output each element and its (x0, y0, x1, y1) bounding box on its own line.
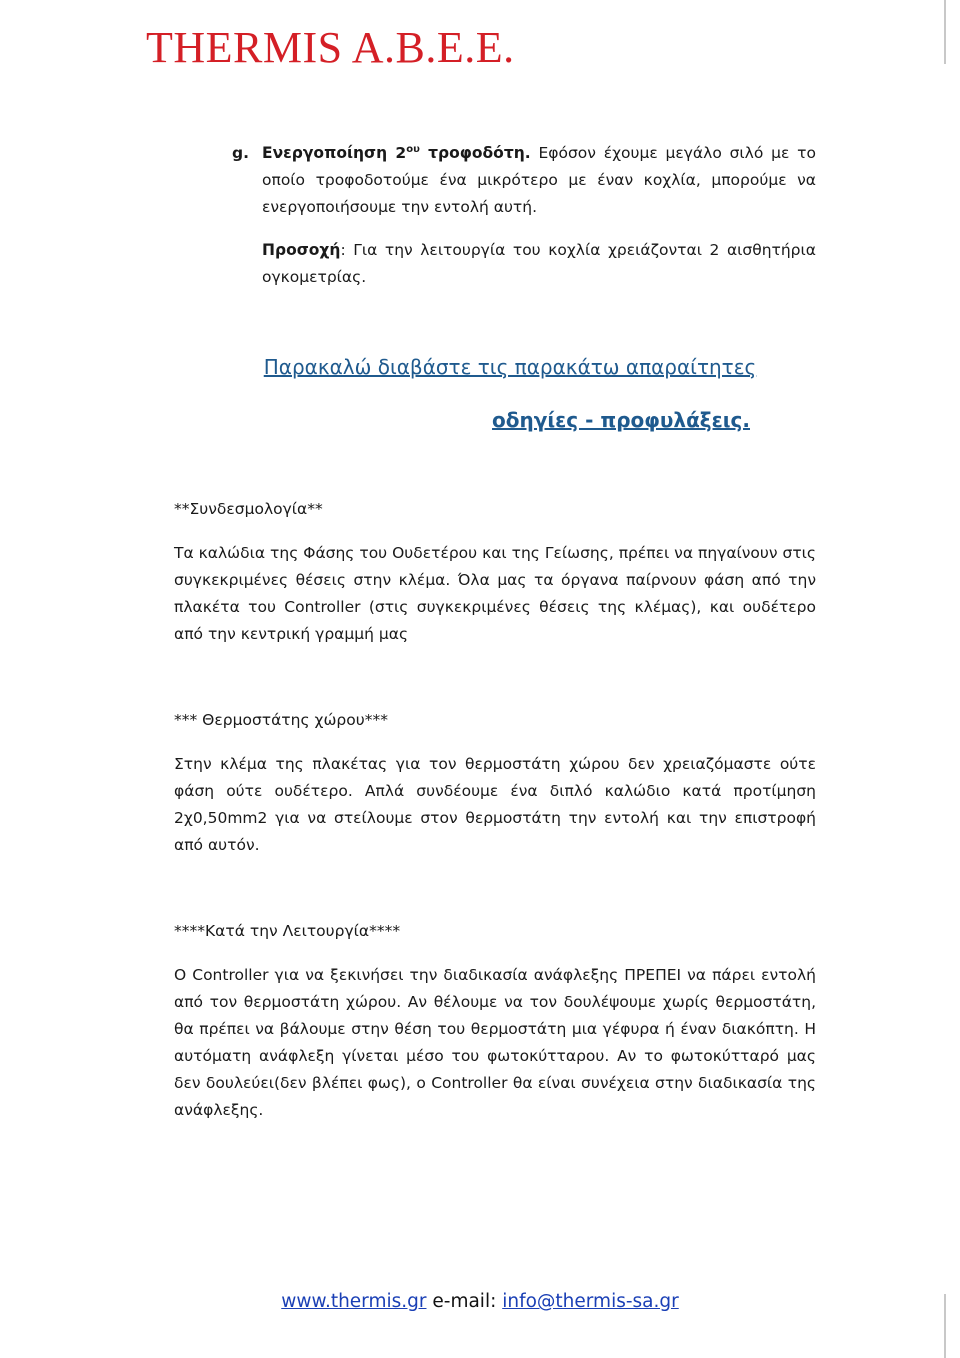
warning-note (262, 237, 816, 291)
right-margin-line-top (944, 0, 946, 64)
thermostat-title: *** Θερμοστάτης χώρου*** (174, 711, 388, 729)
thermostat-text: Στην κλέμα της πλακέτας για τον θερμοστάτη χώρου δεν χρειαζόμαστε ούτε φάση ούτε ουδέτερο. Απλά συνδέουμε ένα διπλό καλώδιο κατά προτίμηση 2χ0,50mm2 για να στείλουμε στον θερμοστάτη την εντολή και την επιστροφή από αυτόν. (174, 755, 816, 854)
email-link[interactable]: info@thermis-sa.gr (502, 1291, 679, 1312)
warning-text: : Για την λειτουργία του κοχλία χρειάζονται 2 αισθητήρια ογκομετρίας. (262, 241, 816, 286)
item-title: Ενεργοποίηση $2^{o\upsilon}$ τροφοδότη. (262, 143, 531, 162)
footer (0, 1291, 960, 1312)
website-link[interactable]: www.thermis.gr (281, 1291, 427, 1312)
wiring-text: Τα καλώδια της Φάσης του Ουδετέρου και της Γείωσης, πρέπει να πηγαίνουν στις συγκεκριμένες θέσεις στην κλέμα. Όλα μας τα όργανα παίρνουν φάση από την πλακέτα του Controller (στις συγκεκριμένες θέσεις της κλέμας), και ουδέτερο από την κεντρική γραμμή μας (174, 544, 816, 643)
item-text: Εφόσον έχουμε μεγάλο σιλό με το οποίο τροφοδοτούμε ένα μικρότερο με έναν κοχλία, μπορούμε να ενεργοποιήσουμε την εντολή αυτή. (262, 144, 816, 216)
list-marker: g. (232, 144, 249, 162)
email-label: e-mail: (432, 1291, 497, 1312)
company-name: THERMIS A.B.E.E. (146, 23, 515, 72)
list-item-g (232, 140, 816, 221)
notice-heading-line2: οδηγίες - προφυλάξεις. (492, 408, 750, 432)
operation-text: Ο Controller για να ξεκινήσει την διαδικασία ανάφλεξης ΠΡΕΠΕΙ να πάρει εντολή από τον θερμοστάτη χώρου. Αν θέλουμε να τον δουλέψουμε χωρίς θερμοστάτη, θα πρέπει να βάλουμε στην θέση του θερμοστάτη μια γέφυρα ή έναν διακόπτη. Η αυτόματη ανάφλεξη γίνεται μέσο του φωτοκύτταρου. Αν το φωτοκύτταρό μας δεν δουλεύει(δεν βλέπει φως), ο Controller θα είναι συνέχεια στην διαδικασία της ανάφλεξης. (174, 966, 816, 1119)
warning-label: Προσοχή (262, 241, 341, 259)
notice-heading-line1: Παρακαλώ διαβάστε τις παρακάτω απαραίτητες (263, 355, 757, 379)
wiring-title: **Συνδεσμολογία** (174, 500, 323, 518)
operation-title: ****Κατά την Λειτουργία**** (174, 922, 401, 940)
list-item-body (262, 140, 816, 221)
